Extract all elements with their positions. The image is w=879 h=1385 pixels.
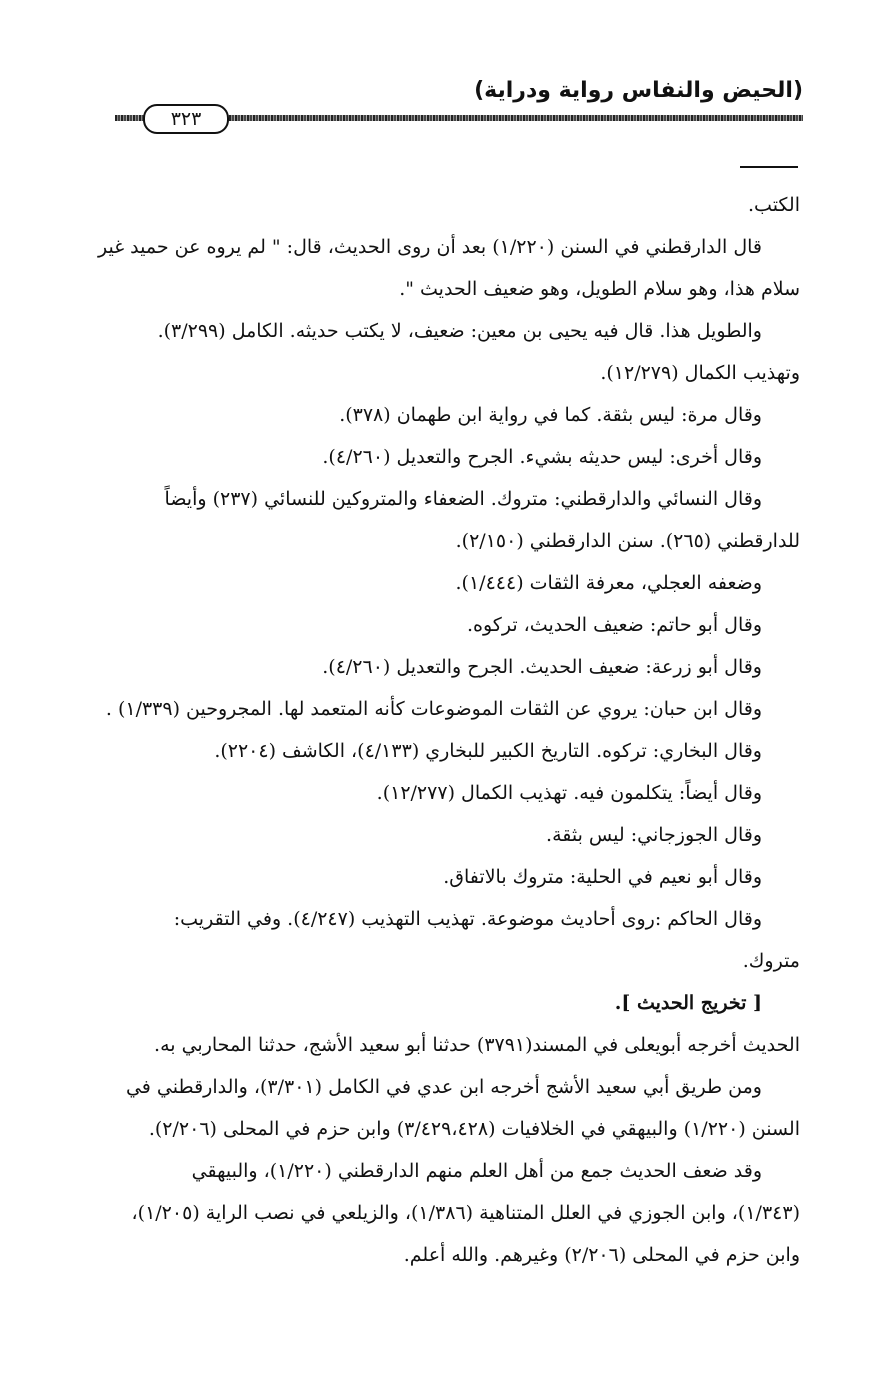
page-header: [115, 72, 803, 132]
text-line: وضعفه العجلي، معرفة الثقات (١/٤٤٤).: [455, 572, 762, 594]
text-line: وقال أبو حاتم: ضعيف الحديث، تركوه.: [466, 614, 762, 636]
text-line: وقال أخرى: ليس حديثه بشيء. الجرح والتعديل (٤/٢٦٠).: [322, 446, 762, 468]
text-line: وقال الجوزجاني: ليس بثقة.: [546, 824, 762, 846]
text-line: وقال ابن حبان: يروي عن الثقات الموضوعات كأنه المتعمد لها. المجروحين (١/٣٣٩) .: [105, 698, 762, 720]
text-line: (١/٣٤٣)، وابن الجوزي في العلل المتناهية (١/٣٨٦)، والزيلعي في نصب الراية (١/٢٠٥)،: [131, 1202, 800, 1224]
text-line: ومن طريق أبي سعيد الأشج أخرجه ابن عدي في الكامل (٣/٣٠١)، والدارقطني في: [125, 1076, 762, 1098]
footnote-separator: [740, 166, 798, 168]
text-line: وتهذيب الكمال (١٢/٢٧٩).: [600, 362, 800, 384]
page-number: ٣٢٣: [143, 104, 229, 134]
text-line: للدارقطني (٢٦٥). سنن الدارقطني (٢/١٥٠).: [455, 530, 800, 552]
text-line: الحديث أخرجه أبويعلى في المسند(٣٧٩١) حدثنا أبو سعيد الأشج، حدثنا المحاربي به.: [154, 1034, 800, 1056]
text-line: الكتب.: [748, 194, 800, 216]
text-line: وقال أيضاً: يتكلمون فيه. تهذيب الكمال (١٢/٢٧٧).: [376, 782, 762, 804]
text-line: وقال البخاري: تركوه. التاريخ الكبير للبخاري (٤/١٣٣)، الكاشف (٢٢٠٤).: [214, 740, 762, 762]
text-line: والطويل هذا. قال فيه يحيى بن معين: ضعيف، لا يكتب حديثه. الكامل (٣/٢٩٩).: [157, 320, 762, 342]
text-line: السنن (١/٢٢٠) والبيهقي في الخلافيات (٣/٤٢٩،٤٢٨) وابن حزم في المحلى (٢/٢٠٦).: [148, 1118, 800, 1140]
text-line: قال الدارقطني في السنن (١/٢٢٠) بعد أن روى الحديث، قال: " لم يروه عن حميد غير: [97, 236, 762, 258]
text-line: وقال مرة: ليس بثقة. كما في رواية ابن طهمان (٣٧٨).: [339, 404, 762, 426]
text-line: متروك.: [742, 950, 800, 972]
text-line: وقد ضعف الحديث جمع من أهل العلم منهم الدارقطني (١/٢٢٠)، والبيهقي: [191, 1160, 762, 1182]
running-title: (الحيض والنفاس رواية ودراية): [474, 78, 803, 103]
page-body: [60, 184, 800, 1276]
text-line: وقال النسائي والدارقطني: متروك. الضعفاء والمتروكين للنسائي (٢٣٧) وأيضاً: [164, 488, 762, 510]
text-line: وقال أبو زرعة: ضعيف الحديث. الجرح والتعديل (٤/٢٦٠).: [322, 656, 762, 678]
section-heading: [ تخريج الحديث ].: [614, 992, 762, 1014]
text-line: وابن حزم في المحلى (٢/٢٠٦) وغيرهم. والله أعلم.: [403, 1244, 800, 1266]
text-line: سلام هذا، وهو سلام الطويل، وهو ضعيف الحديث ".: [399, 278, 800, 300]
text-line: وقال الحاكم :روى أحاديث موضوعة. تهذيب التهذيب (٤/٢٤٧). وفي التقريب:: [173, 908, 762, 930]
text-line: وقال أبو نعيم في الحلية: متروك بالاتفاق.: [443, 866, 762, 888]
